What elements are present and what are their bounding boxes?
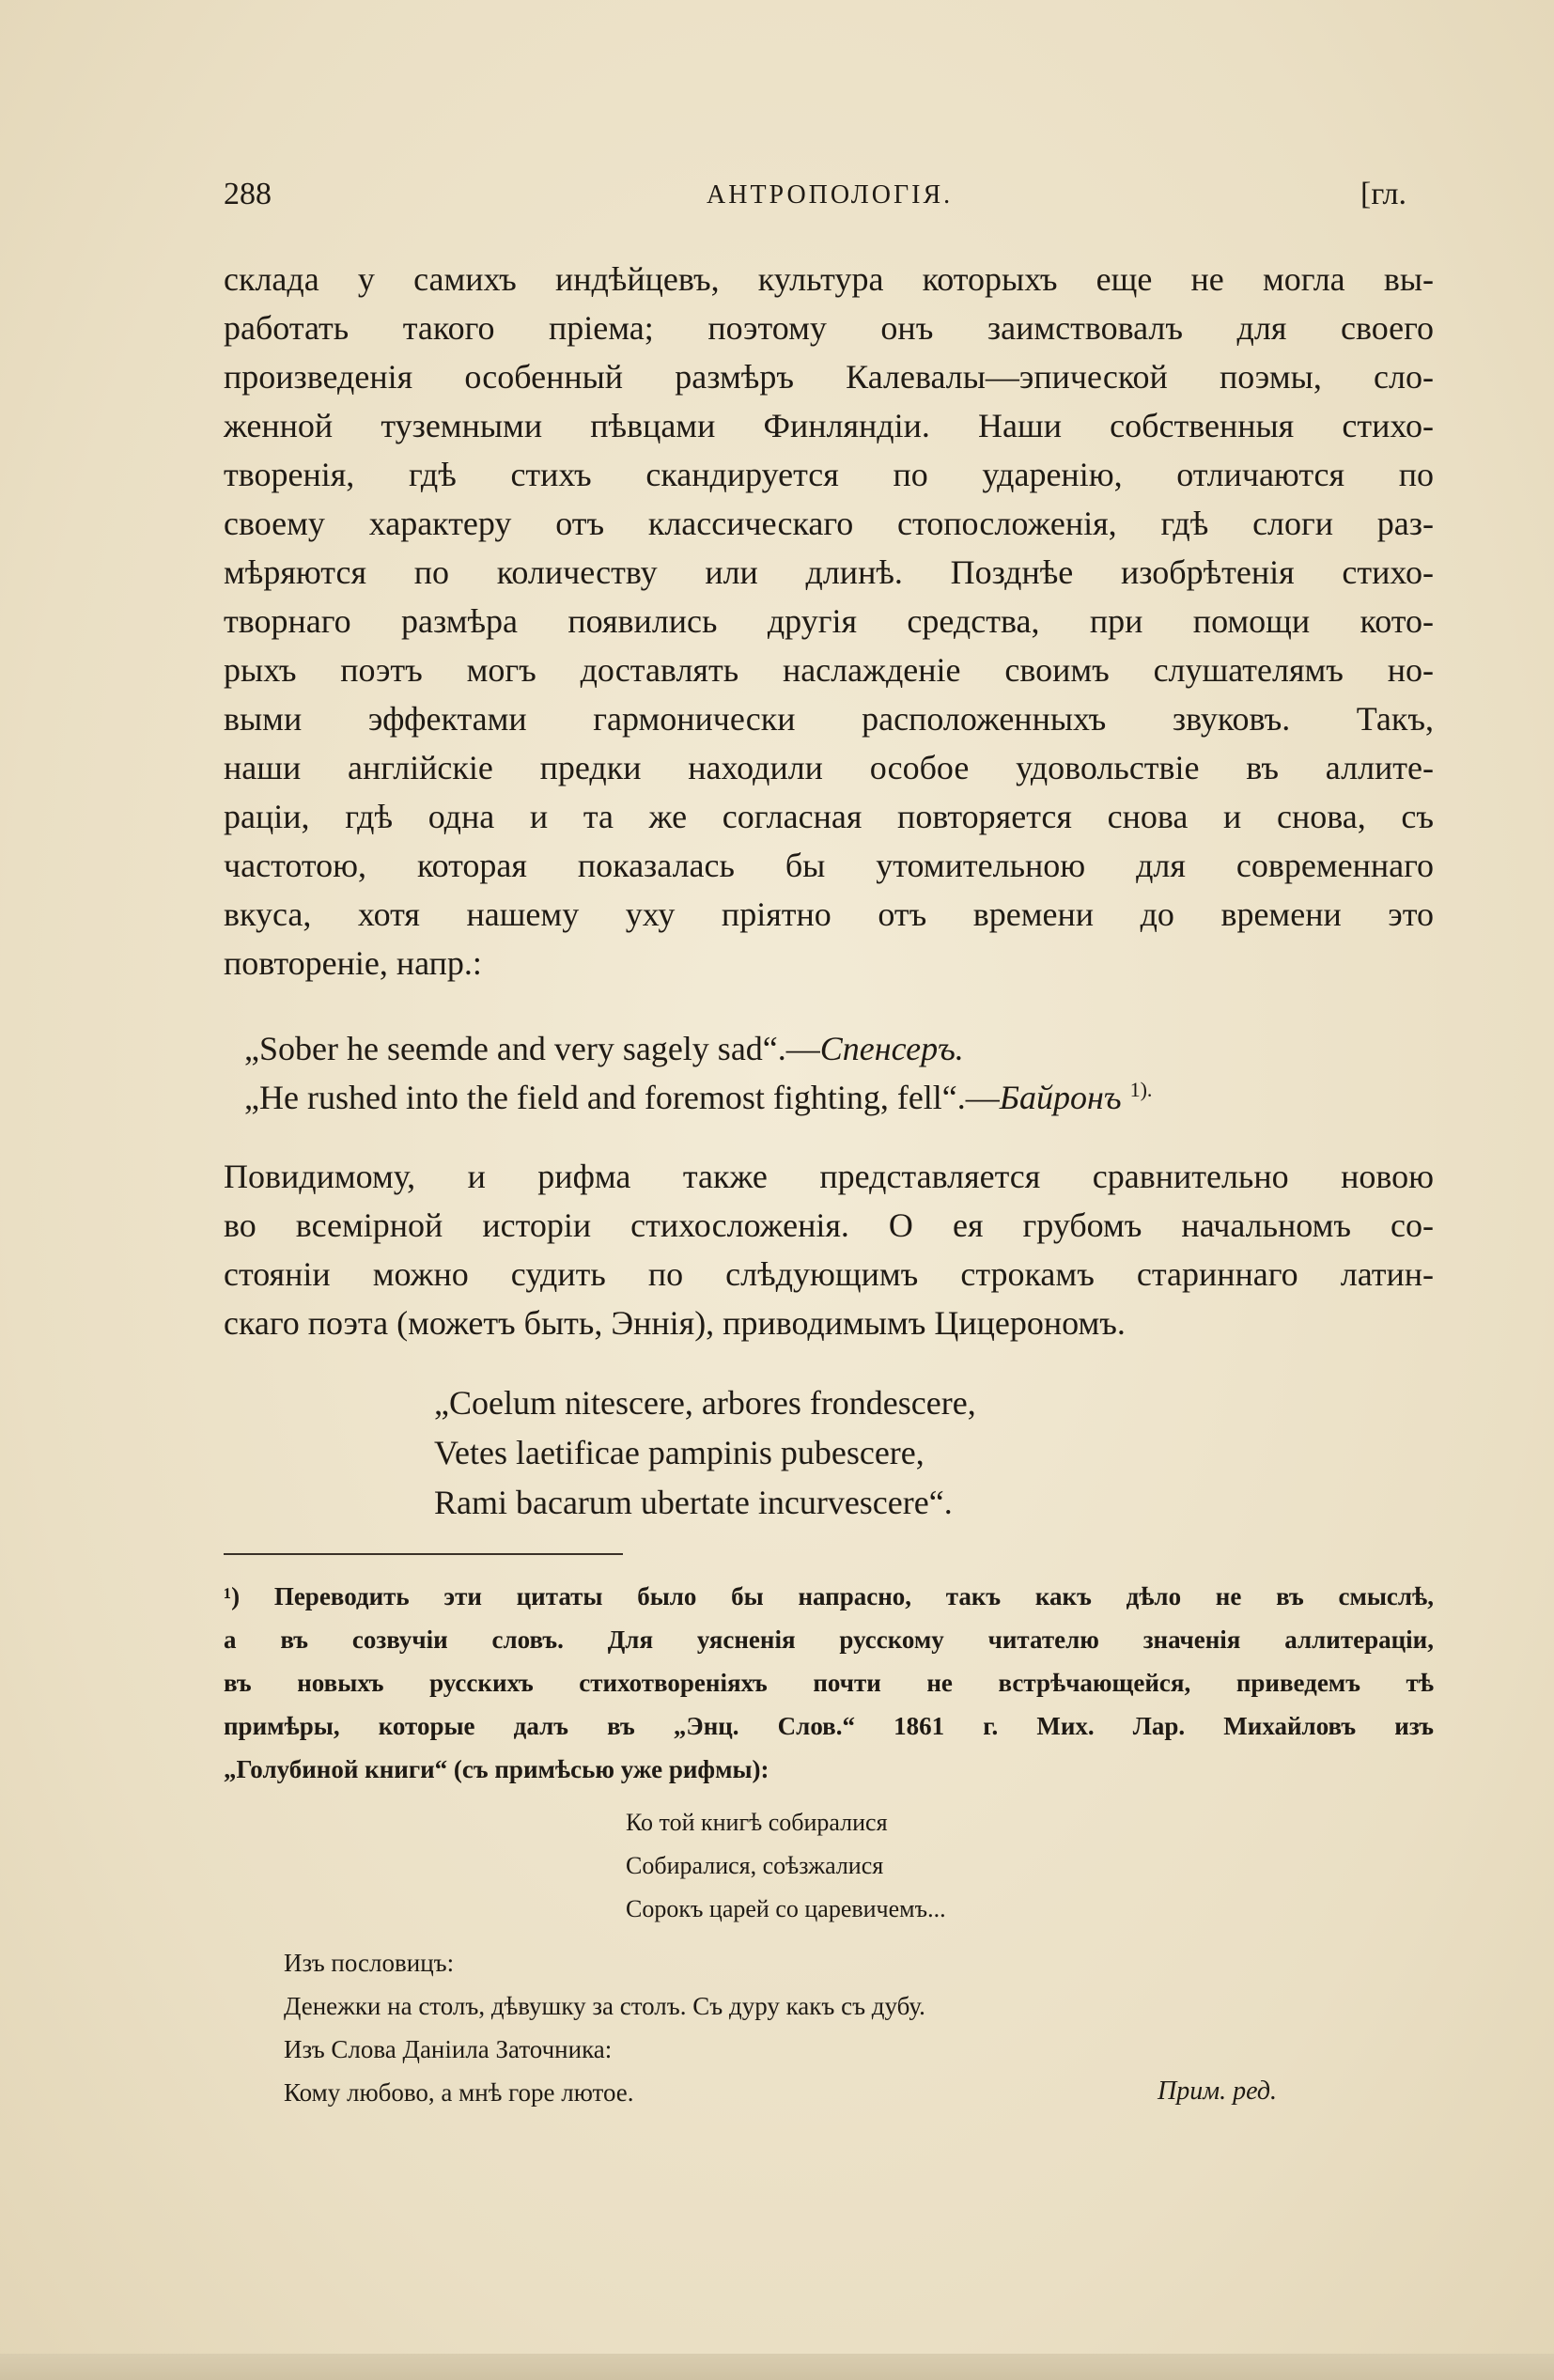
footnote-verse-line: Ко той книгѣ собиралися: [626, 1809, 888, 1836]
footnote-line: „Голубиной книги“ (съ примѣсью уже рифмы):: [224, 1755, 769, 1783]
proverbs-label: Изъ пословицъ:: [284, 1949, 455, 1977]
text-line: повтореніе, напр.:: [224, 944, 482, 982]
text-line: вкуса, хотя нашему уху пріятно отъ времени до времени это: [224, 895, 1434, 933]
text-line: творенія, гдѣ стихъ скандируется по ударенію, отличаются по: [224, 456, 1434, 493]
quote-author: Байронъ: [999, 1079, 1122, 1116]
text-line: наши англійскіе предки находили особое удовольствіе въ аллите-: [224, 749, 1434, 786]
text-line: скаго поэта (можетъ быть, Эннія), приводимымъ Цицерономъ.: [224, 1304, 1126, 1342]
chapter-marker: [гл.: [1360, 177, 1407, 211]
daniel-line: Кому любово, а мнѣ горе лютое.: [284, 2078, 634, 2107]
text-line: рыхъ поэтъ могъ доставлять наслажденіе своимъ слушателямъ но-: [224, 651, 1434, 689]
editor-note: Прим. ред.: [1158, 2077, 1277, 2106]
footnote-line: примѣры, которые далъ въ „Энц. Слов.“ 1861 г. Мих. Лар. Михайловъ изъ: [224, 1712, 1434, 1740]
proverb-line: Денежки на столъ, дѣвушку за столъ. Съ дуру какъ съ дубу.: [284, 1992, 925, 2020]
quote-byron: [244, 1078, 1152, 1117]
text-line: мѣряются по количеству или длинѣ. Позднѣе изобрѣтенія стихо-: [224, 553, 1434, 591]
verse-line: Vetes laetificae pampinis pubescere,: [434, 1434, 925, 1471]
page-edge: [0, 2354, 1554, 2380]
footnote-line: а въ созвучіи словъ. Для уясненія русскому читателю значенія аллитераціи,: [224, 1626, 1434, 1654]
text-line: выми эффектами гармонически расположенныхъ звуковъ. Такъ,: [224, 700, 1434, 738]
footnote-line: въ новыхъ русскихъ стихотвореніяхъ почти не встрѣчающейся, приведемъ тѣ: [224, 1669, 1434, 1697]
text-line: своему характеру отъ классическаго стопосложенія, гдѣ слоги раз-: [224, 505, 1434, 542]
daniel-label: Изъ Слова Даніила Заточника:: [284, 2035, 613, 2063]
footnote-line: ¹) Переводить эти цитаты было бы напрасно, такъ какъ дѣло не въ смыслѣ,: [224, 1582, 1434, 1610]
text-line: склада у самихъ индѣйцевъ, культура которыхъ еще не могла вы-: [224, 260, 1434, 298]
text-line: во всемірной исторіи стихосложенія. О ея грубомъ начальномъ со-: [224, 1206, 1434, 1244]
text-line: Повидимому, и рифма также представляется сравнительно новою: [224, 1158, 1434, 1195]
footnote-divider: [224, 1553, 623, 1555]
quote-text: „He rushed into the field and foremost fighting, fell“.—: [244, 1079, 1000, 1116]
text-line: раціи, гдѣ одна и та же согласная повторяется снова и снова, съ: [224, 798, 1434, 835]
verse-line: „Coelum nitescere, arbores frondescere,: [434, 1384, 976, 1422]
text-line: женной туземными пѣвцами Финляндіи. Наши собственныя стихо-: [224, 407, 1434, 444]
footnote-verse-line: Сорокъ царей со царевичемъ...: [626, 1895, 946, 1922]
running-title: АНТРОПОЛОГІЯ.: [707, 180, 954, 210]
text-line: произведенія особенный размѣръ Калевалы—эпической поэмы, сло-: [224, 358, 1434, 396]
quote-text: „Sober he seemde and very sagely sad“.—: [244, 1030, 820, 1067]
footnote-verse-line: Собиралися, соѣзжалися: [626, 1852, 884, 1879]
text-line: стояніи можно судить по слѣдующимъ строкамъ стариннаго латин-: [224, 1255, 1434, 1293]
page-number: 288: [224, 177, 272, 211]
verse-line: Rami bacarum ubertate incurvescere“.: [434, 1484, 953, 1521]
quote-spenser: [244, 1029, 964, 1068]
text-line: творнаго размѣра появились другія средства, при помощи кото-: [224, 602, 1434, 640]
text-line: частотою, которая показалась бы утомительною для современнаго: [224, 847, 1434, 884]
footnote-ref: 1).: [1129, 1078, 1153, 1101]
text-line: работать такого пріема; поэтому онъ заимствовалъ для своего: [224, 309, 1434, 347]
quote-author: Спенсеръ.: [819, 1030, 964, 1067]
